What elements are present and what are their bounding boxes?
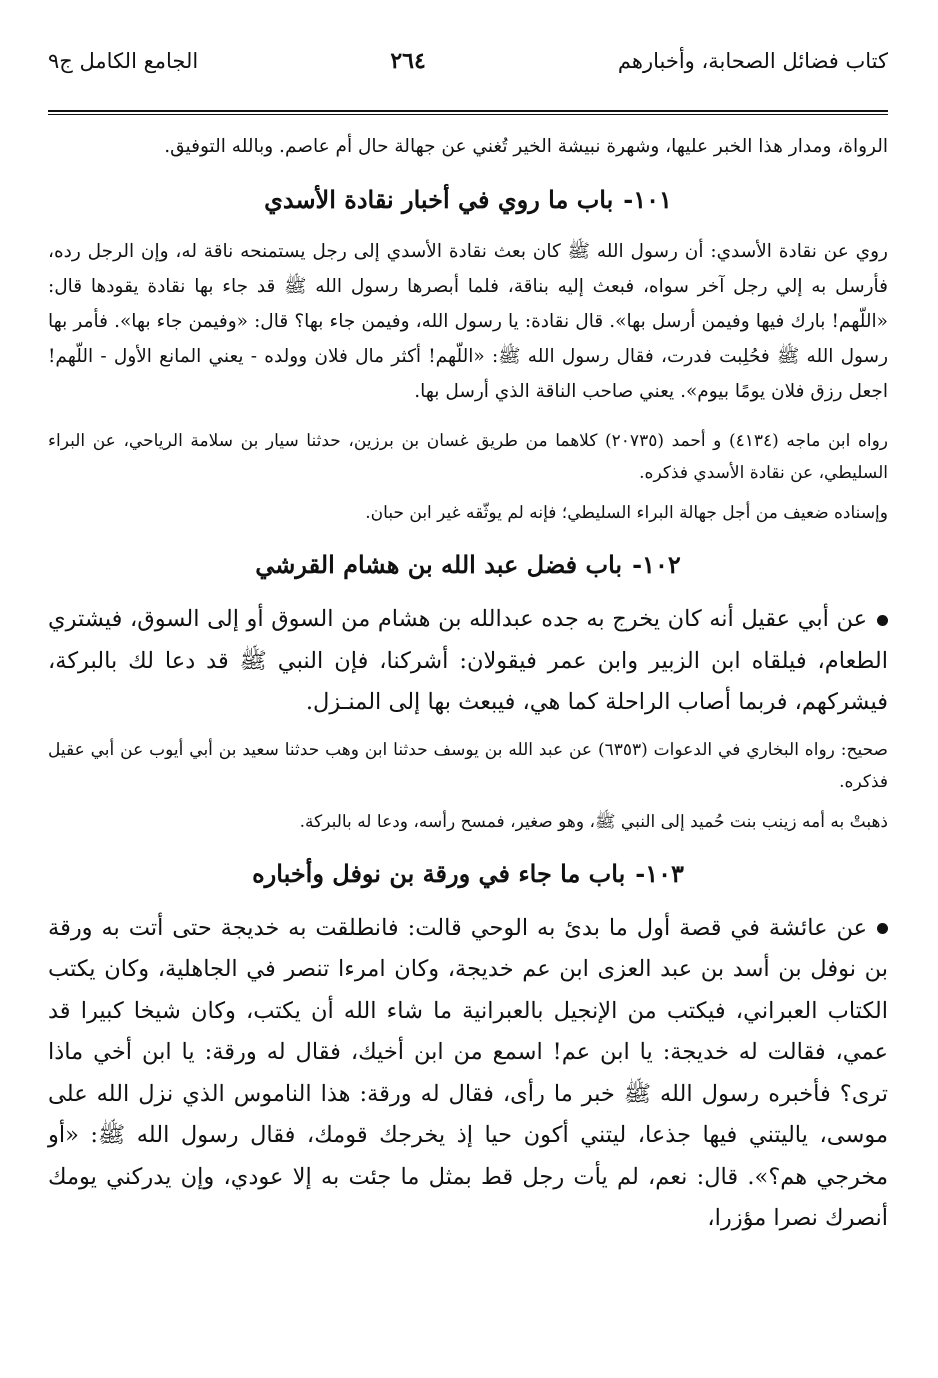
- intro-paragraph: الرواة، ومدار هذا الخبر عليها، وشهرة نبيشة الخير تُغني عن جهالة حال أم عاصم. وبالله التوفيق.: [164, 136, 888, 157]
- source-note: رواه ابن ماجه (٤١٣٤) و أحمد (٢٠٧٣٥) كلاهما من طريق غسان بن برزين، حدثنا سيار بن سلامة الرياحي، عن البراء السليطي، عن نقادة الأسدي فذكره.: [48, 431, 889, 483]
- section-body-102: [48, 599, 888, 724]
- section-title: باب ما روي في أخبار نقادة الأسدي: [264, 185, 614, 214]
- section-number: ١٠٣-: [635, 858, 684, 888]
- section-title: باب فضل عبد الله بن هشام القرشي: [255, 550, 623, 579]
- section-body-103: [48, 908, 888, 1240]
- section-heading-101: [48, 184, 888, 216]
- hadith-text: عن عائشة في قصة أول ما بدئ به الوحي قالت: فانطلقت به خديجة حتى أتت به ورقة بن نوفل بن أسد بن عبد العزى ابن عم خديجة، وكان امرءا تنصر في الجاهلية، وكان يكتب الكتاب العبراني، فيكتب من الإنجيل بالعبرانية ما شاء الله أن يكتب، وكان شيخا كبيرا قد عمي، فقالت له خديجة: يا ابن عم! اسمع من ابن أخيك، فقال له ورقة: يا ابن أخي ماذا ترى؟ فأخبره رسول الله ﷺ خبر ما رأى، فقال له ورقة: هذا الناموس الذي نزل الله على موسى، ياليتني فيها جذعا، ليتني أكون حيا إذ يخرجك قومك، فقال رسول الله ﷺ: «أو مخرجي هم؟». قال: نعم، لم يأت رجل قط بمثل ما جئت به إلا عودي، وإن يدركني يومك أنصرك نصرا مؤزرا،: [48, 914, 888, 1231]
- section-heading-102: [48, 549, 888, 581]
- running-header: [48, 48, 888, 110]
- header-book-title: الجامع الكامل ج٩: [48, 49, 199, 73]
- source-note: وإسناده ضعيف من أجل جهالة البراء السليطي؛ فإنه لم يوثّقه غير ابن حبان.: [365, 503, 888, 523]
- source-note: ذهبتْ به أمه زينب بنت حُميد إلى النبي ﷺ، وهو صغير، فمسح رأسه، ودعا له بالبركة.: [299, 811, 888, 832]
- header-rule: [48, 110, 888, 112]
- section-number: ١٠٢-: [632, 550, 681, 579]
- header-rule-thin: [48, 114, 888, 115]
- hadith-text: عن أبي عقيل أنه كان يخرج به جده عبدالله بن هشام من السوق أو إلى السوق، فيشتري الطعام، فيلقاه ابن الزبير وابن عمر فيقولان: أشركنا، فإن النبي ﷺ قد دعا لك بالبركة، فيشركهم، فربما أصاب الراحلة كما هي، فيبعث بها إلى المنـزل.: [48, 606, 888, 715]
- bullet-icon: [877, 923, 888, 934]
- bullet-icon: [877, 615, 888, 626]
- source-note: صحيح: رواه البخاري في الدعوات (٦٣٥٣) عن عبد الله بن يوسف حدثنا ابن وهب حدثنا سعيد بن أبي أيوب عن أبي عقيل فذكره.: [48, 739, 888, 792]
- section-number: ١٠١-: [623, 185, 672, 214]
- section-body-101: روي عن نقادة الأسدي: أن رسول الله ﷺ كان بعث نقادة الأسدي إلى رجل يستمنحه ناقة له، وإن الرجل رده، فأرسل به إلي رجل آخر سواه، فبعث إليه بناقة، فلما أبصرها رسول الله ﷺ قد جاء بها نقادة يقودها قال: «اللّهم! بارك فيها وفيمن أرسل بها». قال نقادة: يا رسول الله، وفيمن جاء بها؟ قال: «وفيمن جاء بها». فأمر بها رسول الله ﷺ فحُلِبت فدرت، فقال رسول الله ﷺ: «اللّهم! أكثر مال فلان وولده - يعني المانع الأول - اللّهم! اجعل رزق فلان يومًا بيوم». يعني صاحب الناقة الذي أرسل بها.: [48, 241, 888, 402]
- header-chapter-title: كتاب فضائل الصحابة، وأخبارهم: [617, 49, 888, 73]
- page-number: ٢٦٤: [390, 48, 426, 74]
- section-title: باب ما جاء في ورقة بن نوفل وأخباره: [252, 858, 626, 888]
- section-heading-103: [48, 858, 888, 890]
